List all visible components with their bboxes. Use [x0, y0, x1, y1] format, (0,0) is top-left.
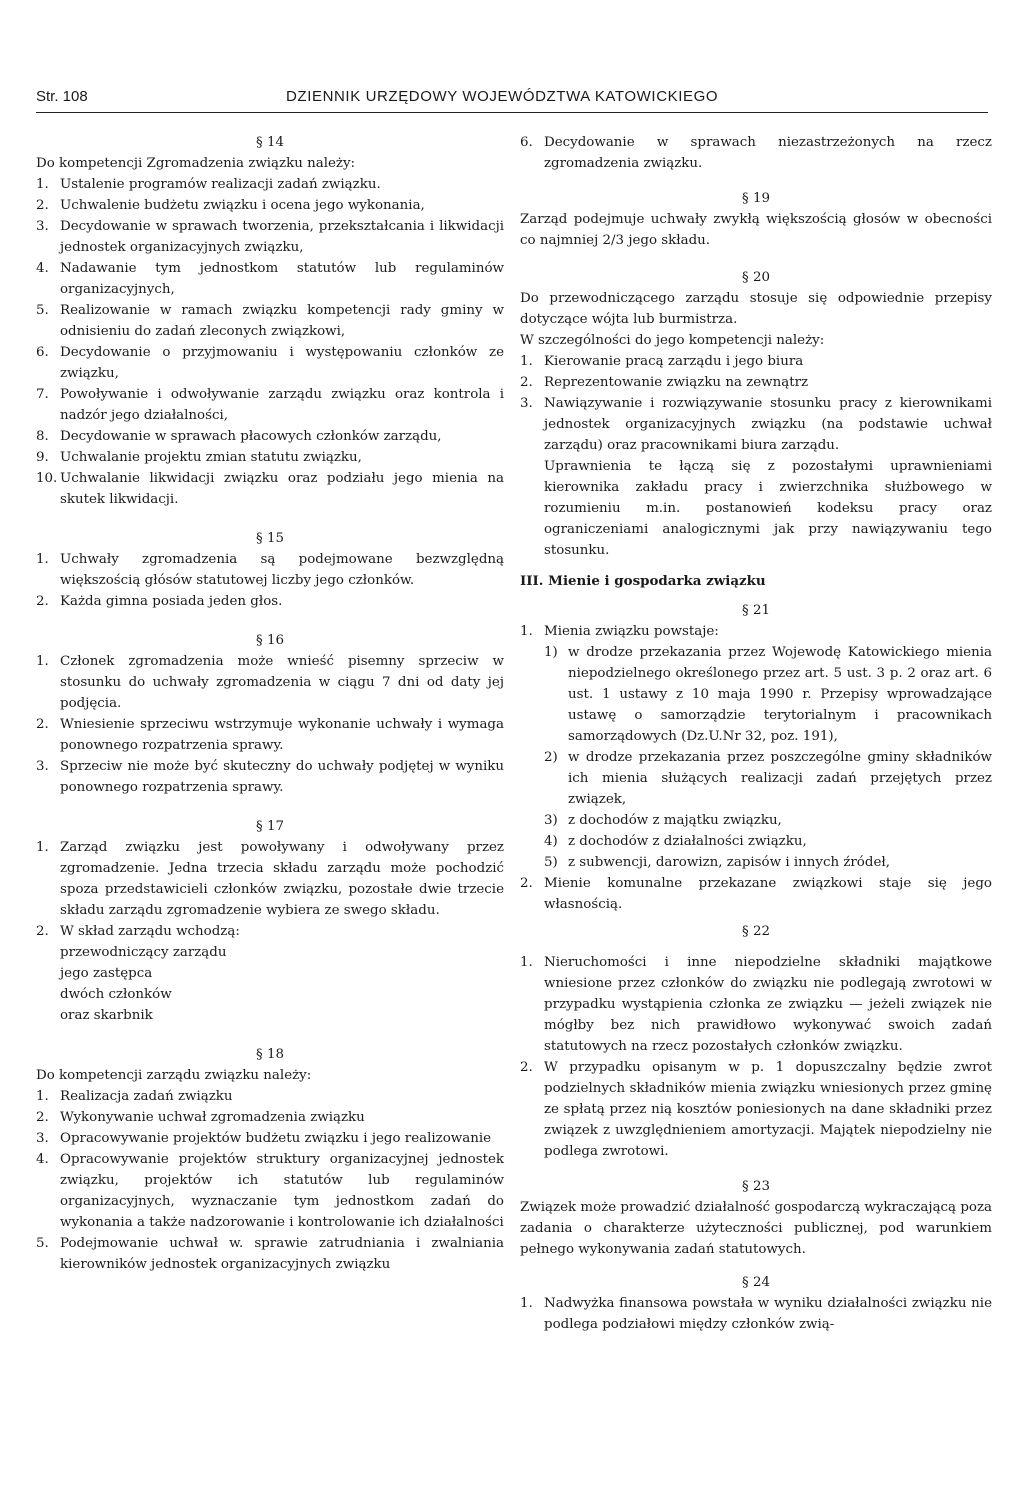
section-heading: § 24	[742, 1275, 770, 1290]
list-item: 1. Członek zgromadzenia może wnieść pisemny sprzeciw w stosunku do uchwały zgromadzenia w ciągu 7 dni od daty jej podjęcia.	[36, 654, 504, 711]
list-item: 3. Opracowywanie projektów budżetu związku i jego realizowanie	[36, 1131, 492, 1146]
list-item: 8. Decydowanie w sprawach płacowych członków zarządu,	[36, 429, 442, 444]
list-item: 4. Nadawanie tym jednostkom statutów lub regulaminów organizacyjnych,	[36, 261, 504, 297]
section-heading: § 21	[742, 603, 770, 618]
list-item: 5. Podejmowanie uchwał w. sprawie zatrudniania i zwalniania kierowników jednostek organizacyjnych związku	[36, 1236, 504, 1272]
list-item: 2. Każda gimna posiada jeden głos.	[36, 594, 283, 609]
list-item: 2. W skład zarządu wchodzą:	[36, 924, 240, 939]
section-heading: § 19	[742, 191, 770, 206]
sub-item: 1) w drodze przekazania przez Wojewodę Katowickiego mienia niepodzielnego określonego przez art. 5 ust. 3 p. 2 oraz art. 6 ust. 1 ustawy z 10 maja 1990 r. Przepisy wprowadzające ustawę o samorządzie terytorialnym i pracownikach samorządowych (Dz.U.Nr 32, poz. 191),	[544, 645, 992, 744]
list-item: 3. Nawiązywanie i rozwiązywanie stosunku pracy z kierownikami jednostek organizacyjnych związku (na podstawie uchwał zarządu) oraz pracownikami biura zarządu.	[520, 396, 992, 453]
section-heading: § 22	[742, 924, 770, 939]
sub-item: 4) z dochodów z działalności związku,	[544, 834, 807, 849]
sub-item: 2) w drodze przekazania przez poszczególne gminy składników ich mienia służących realizacji zadań przejętych przez związek,	[544, 750, 992, 807]
list-item: 2. Wniesienie sprzeciwu wstrzymuje wykonanie uchwały i wymaga ponownego rozpatrzenia sprawy.	[36, 717, 504, 753]
list-item: 7. Powoływanie i odwoływanie zarządu związku oraz kontrola i nadzór jego działalności,	[36, 387, 504, 423]
section-heading: § 23	[742, 1179, 770, 1194]
list-item: 2. Reprezentowanie związku na zewnątrz	[520, 375, 809, 390]
journal-title: DZIENNIK URZĘDOWY WOJEWÓDZTWA KATOWICKIEGO	[286, 88, 719, 105]
list-item: 1. Ustalenie programów realizacji zadań związku.	[36, 177, 381, 192]
section-intro: Do kompetencji zarządu związku należy:	[36, 1068, 312, 1083]
left-column	[36, 132, 504, 1275]
sub-item: 3) z dochodów z majątku związku,	[544, 813, 782, 828]
list-item: 2. W przypadku opisanym w p. 1 dopuszczalny będzie zwrot podzielnych składników mienia związku wniesionych przez gminę ze spłatą przez nią kosztów poniesionych na dane składniki przez związek z uwzględnieniem amortyzacji. Majątek niepodzielny nie podlega zwrotowi.	[520, 1060, 992, 1159]
section-intro: W szczególności do jego kompetencji należy:	[520, 333, 825, 348]
paragraph: Zarząd podejmuje uchwały zwykłą większością głosów w obecności co najmniej 2/3 jego składu.	[520, 212, 992, 248]
paragraph: Do przewodniczącego zarządu stosuje się odpowiednie przepisy dotyczące wójta lub burmistrza.	[520, 291, 992, 327]
right-column	[520, 132, 992, 1335]
list-item: 3. Decydowanie w sprawach tworzenia, przekształcania i likwidacji jednostek organizacyjnych związku,	[36, 219, 504, 255]
list-item: 10. Uchwalanie likwidacji związku oraz podziału jego mienia na skutek likwidacji.	[36, 471, 504, 507]
board-member: dwóch członków	[60, 987, 172, 1002]
list-item: 2. Uchwalenie budżetu związku i ocena jego wykonania,	[36, 198, 425, 213]
paragraph: Uprawnienia te łączą się z pozostałymi uprawnieniami kierownika zakładu pracy i zwierzchnika służbowego w rozumieniu m.in. postanowień kodeksu pracy oraz ograniczeniami analogicznymi jak przy nawiązywaniu tego stosunku.	[544, 459, 992, 558]
list-item: 1. Kierowanie pracą zarządu i jego biura	[520, 354, 804, 369]
s14-list	[36, 174, 504, 510]
list-item: 2. Wykonywanie uchwał zgromadzenia związku	[36, 1110, 365, 1125]
section-heading: § 15	[256, 531, 284, 546]
list-item: 6. Decydowanie w sprawach niezastrzeżonych na rzecz zgromadzenia związku.	[520, 135, 992, 171]
page-header	[36, 88, 988, 113]
list-item: 1. Uchwały zgromadzenia są podejmowane bezwzględną większością głósów statutowej liczby jego członków.	[36, 552, 504, 588]
section-heading: § 18	[256, 1047, 284, 1062]
sub-item: 5) z subwencji, darowizn, zapisów i innych źródeł,	[544, 855, 890, 870]
section-heading: § 20	[742, 270, 770, 285]
section-heading: § 14	[256, 135, 284, 150]
board-member: jego zastępca	[60, 966, 153, 981]
page-number: Str. 108	[36, 88, 88, 105]
list-item: 1. Nieruchomości i inne niepodzielne składniki majątkowe wniesione przez członków do związku nie podlegają zwrotowi w przypadku wystąpienia członka ze związku — jeżeli związek nie mógłby bez nich prawidłowo wykonywać swoich zadań statutowych na rzecz pozostałych członków związku.	[520, 955, 992, 1054]
list-item: 4. Opracowywanie projektów struktury organizacyjnej jednostek związku, projektów ich statutów lub regulaminów organizacyjnych, wyznaczanie tym jednostkom zadań do wykonania a także nadzorowanie i kontrolowanie ich działalności	[36, 1152, 504, 1230]
part-heading: III. Mienie i gospodarka związku	[520, 573, 766, 589]
list-item: 3. Sprzeciw nie może być skuteczny do uchwały podjętej w wyniku ponownego rozpatrzenia sprawy.	[36, 759, 504, 795]
section-intro: Do kompetencji Zgromadzenia związku należy:	[36, 156, 356, 171]
list-item: 1. Nadwyżka finansowa powstała w wyniku działalności związku nie podlega podziałowi między członków zwią-	[520, 1296, 992, 1332]
board-member: przewodniczący zarządu	[60, 945, 227, 960]
list-item: 5. Realizowanie w ramach związku kompetencji rady gminy w odnisieniu do zadań zleconych związkowi,	[36, 303, 504, 339]
board-member: oraz skarbnik	[60, 1008, 153, 1023]
list-item: 1. Mienia związku powstaje:	[520, 624, 719, 639]
section-heading: § 16	[256, 633, 284, 648]
list-item: 9. Uchwalanie projektu zmian statutu związku,	[36, 450, 362, 465]
list-item: 1. Zarząd związku jest powoływany i odwoływany przez zgromadzenie. Jedna trzecia składu zarządu może pochodzić spoza przedstawicieli członków związku, pozostałe dwie trzecie składu zarządu zgromadzenie wybiera ze swego składu.	[36, 840, 504, 918]
section-heading: § 17	[256, 819, 284, 834]
list-item: 6. Decydowanie o przyjmowaniu i występowaniu członków ze związku,	[36, 345, 504, 381]
list-item: 1. Realizacja zadań związku	[36, 1089, 233, 1104]
list-item: 2. Mienie komunalne przekazane związkowi staje się jego własnością.	[520, 876, 992, 912]
paragraph: Związek może prowadzić działalność gospodarczą wykraczającą poza zadania o charakterze użyteczności publicznej, pod warunkiem pełnego wykonywania zadań statutowych.	[520, 1200, 992, 1257]
